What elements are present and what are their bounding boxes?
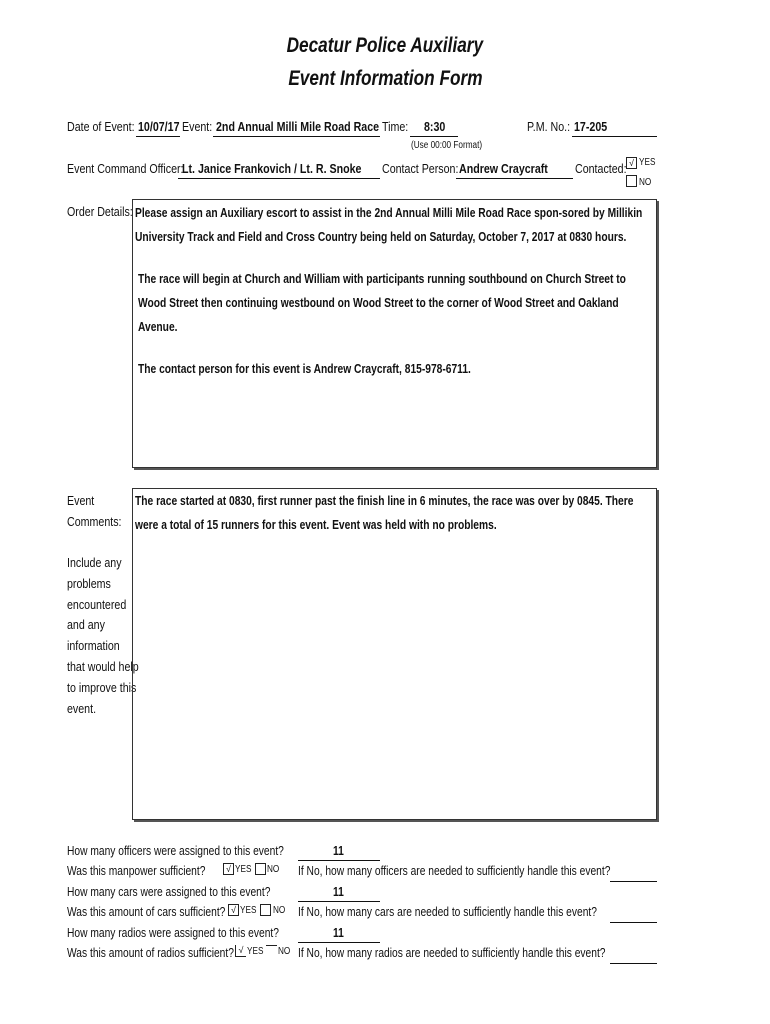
help-line: information [67,638,120,654]
help-line: to improve this [67,679,137,695]
date-value[interactable]: 10/07/17 [138,119,180,134]
radios-assigned-count[interactable]: 11 [333,926,344,940]
contacted-label: Contacted: [575,161,627,176]
event-comments-box[interactable] [132,488,657,820]
contact-person-label: Contact Person: [382,161,459,176]
help-line: event. [67,700,97,716]
cars-yes-label: YES [240,905,257,916]
cars-yes-checkbox[interactable]: √ [228,904,239,916]
time-underline [410,136,458,137]
help-line: and any [67,617,105,633]
command-officer-label: Event Command Officer: [67,161,184,176]
cars-assigned-question: How many cars were assigned to this event? [67,885,271,899]
event-value[interactable]: 2nd Annual Milli Mile Road Race [216,119,380,134]
event-comments-label-line2: Comments: [67,513,122,529]
order-paragraph-2: The race will begin at Church and William with participants running southbound on Church Street to Wood Street then continuing westbound on Wood Street to the corner of Wood Street and Oakland Avenue. [138,272,626,334]
cars-needed-question: If No, how many cars are needed to sufficiently handle this event? [298,905,597,919]
comments-paragraph: The race started at 0830, first runner past the finish line in 6 minutes, the race was over by 0845. There were a total of 15 runners for this event. Event was held with no problems. [135,494,634,532]
order-paragraph-1: Please assign an Auxiliary escort to assist in the 2nd Annual Milli Mile Road Race spon-sored by Millikin University Track and Field and Cross Country being held on Saturday, October 7, 2017 at 0830 hours. [135,206,643,244]
manpower-no-checkbox[interactable] [255,863,266,875]
pm-number-underline [572,136,657,137]
radios-sufficient-question: Was this amount of radios sufficient? [67,946,234,960]
command-officer-underline [178,178,380,179]
order-details-label: Order Details: [67,204,133,219]
cars-no-label: NO [273,905,286,916]
manpower-no-label: NO [267,864,280,875]
cars-no-checkbox[interactable] [260,904,271,916]
command-officer-value[interactable]: Lt. Janice Frankovich / Lt. R. Snoke [182,161,362,176]
help-line: Include any [67,555,122,570]
event-comments-label-line1: Event [67,493,95,508]
event-underline [213,136,380,137]
manpower-sufficient-question: Was this manpower sufficient? [67,864,206,878]
officers-assigned-question: How many officers were assigned to this event? [67,844,284,858]
time-value[interactable]: 8:30 [424,119,446,134]
radios-count-underline [298,942,380,943]
contacted-yes-label: YES [639,157,656,168]
officers-assigned-count[interactable]: 11 [333,844,344,858]
radios-needed-question: If No, how many radios are needed to sufficiently handle this event? [298,946,606,960]
date-label: Date of Event: [67,119,135,134]
time-label: Time: [382,119,409,134]
officers-needed-question: If No, how many officers are needed to sufficiently handle this event? [298,864,611,878]
event-comments-label [67,491,133,533]
cars-count-underline [298,901,380,902]
officers-count-underline [298,860,380,861]
event-label: Event: [182,119,213,134]
radios-no-label: NO [278,946,291,957]
event-comments-text [135,489,650,555]
form-title-line2: Event Information Form [287,67,483,90]
order-details-text [135,201,650,399]
radios-yes-label: YES [247,946,264,957]
order-paragraph-3: The contact person for this event is Andrew Craycraft, 815-978-6711. [138,362,471,376]
time-format-hint: (Use 00:00 Format) [411,140,483,151]
contacted-no-label: NO [639,177,652,188]
help-line: problems [67,575,111,591]
cars-assigned-count[interactable]: 11 [333,885,344,899]
contacted-yes-checkbox[interactable]: √ [626,157,637,169]
order-details-box[interactable] [132,199,657,468]
help-line: that would help [67,658,139,674]
date-underline [136,136,180,137]
cars-needed-field[interactable] [610,922,657,923]
cars-sufficient-question: Was this amount of cars sufficient? [67,905,226,919]
pm-number-label: P.M. No.: [527,119,571,134]
radios-needed-field[interactable] [610,963,657,964]
radios-assigned-question: How many radios were assigned to this event? [67,926,279,940]
contact-person-value[interactable]: Andrew Craycraft [459,161,548,176]
manpower-yes-checkbox[interactable]: √ [223,863,234,875]
help-line: encountered [67,596,127,612]
radios-yes-checkbox[interactable]: √ [235,945,246,957]
officers-needed-field[interactable] [610,881,657,882]
contacted-no-checkbox[interactable] [626,175,637,187]
form-title-line1: Decatur Police Auxiliary [286,34,484,57]
pm-number-value[interactable]: 17-205 [574,119,608,134]
manpower-yes-label: YES [235,864,252,875]
radios-no-checkbox[interactable] [266,945,277,957]
contact-person-underline [456,178,573,179]
